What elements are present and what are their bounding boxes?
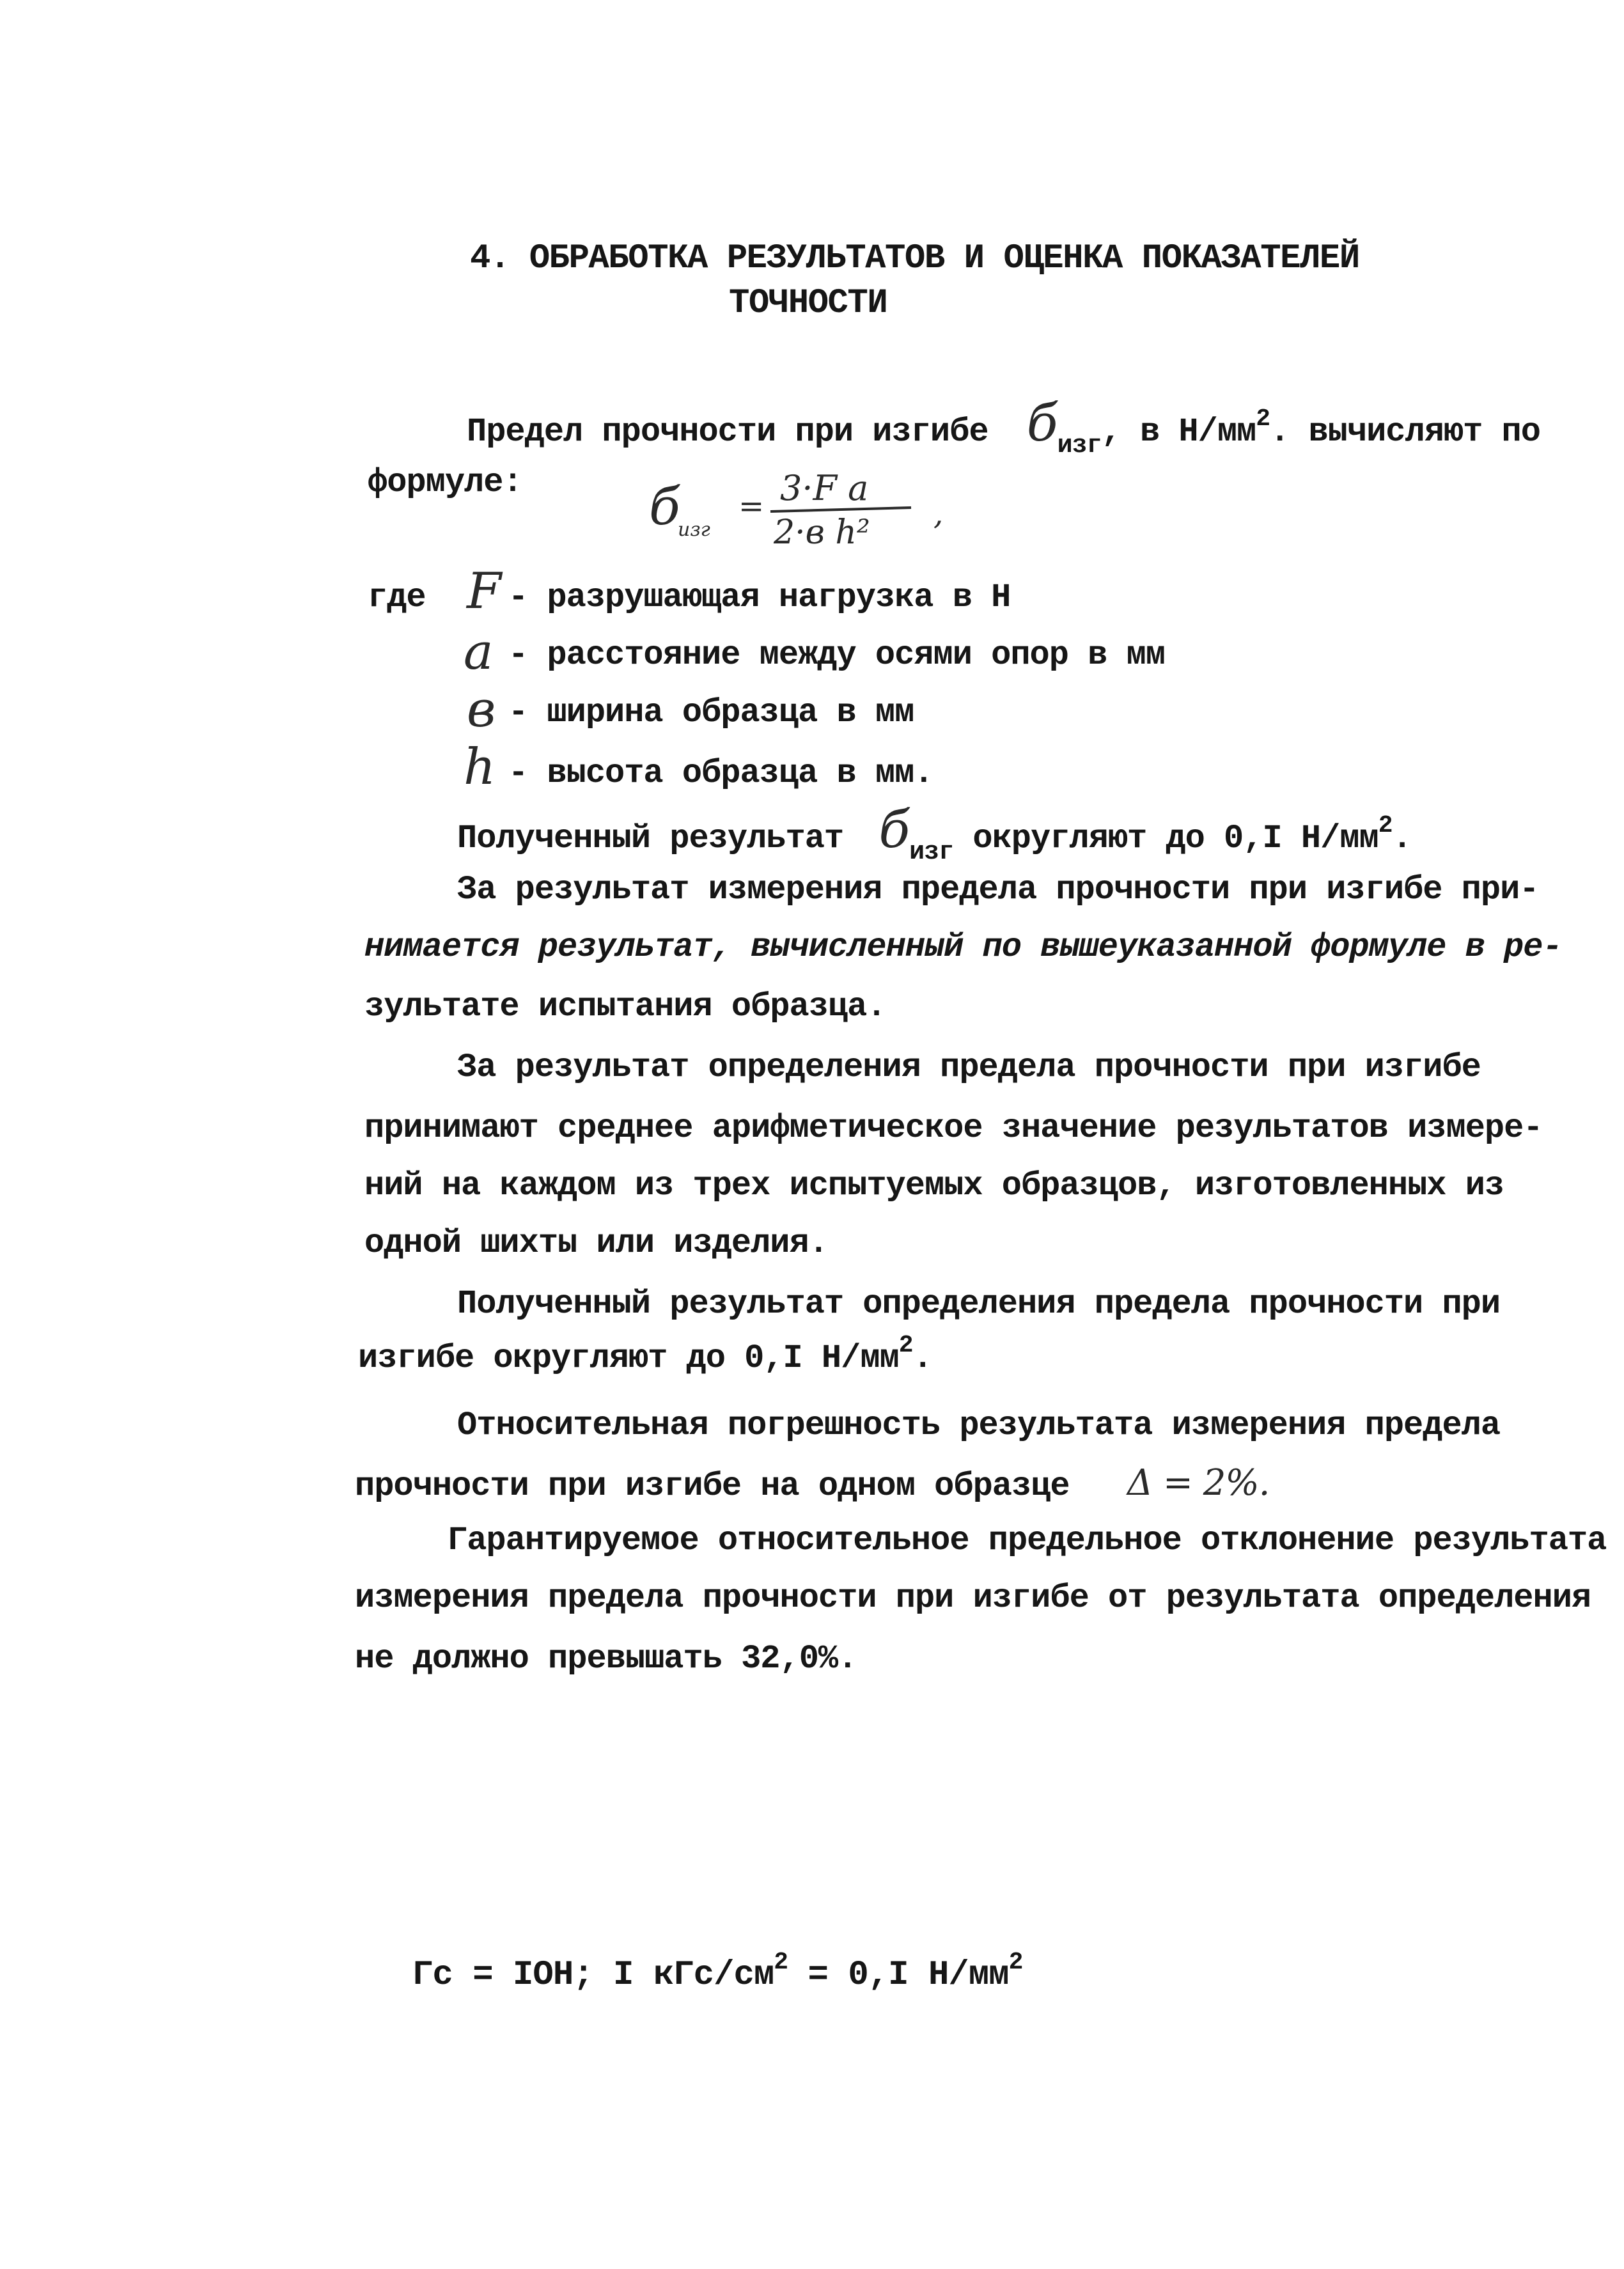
- obtained-result-line2: [358, 1332, 932, 1380]
- rounding-dot: .: [1392, 820, 1412, 857]
- formula-denominator: 2·в h²: [774, 513, 870, 550]
- guaranteed-deviation-line3: не должно превышать 32,0%.: [355, 1640, 857, 1678]
- footnote-text-mid: = 0,I Н/мм: [788, 1956, 1009, 1995]
- formula-left-symbol: б: [649, 477, 680, 536]
- formula-trailing: ,: [933, 496, 944, 532]
- definition-symbol-f: F: [467, 563, 502, 620]
- determination-result-line4: одной шихты или изделия.: [364, 1224, 828, 1262]
- rounding-sigma-subscript: изг: [909, 838, 954, 867]
- rounding-sigma-symbol: б: [878, 800, 910, 859]
- formula-left-sub: изг: [678, 519, 710, 541]
- determination-result-line2: принимают среднее арифметическое значение результатов измере-: [364, 1109, 1543, 1147]
- guaranteed-deviation-line1: Гарантируемое относительное предельное отклонение результата: [448, 1522, 1607, 1559]
- obtained-result-dot: .: [912, 1339, 932, 1377]
- intro-text-mid: , в Н/мм: [1101, 413, 1256, 451]
- formula-numerator: 3·F a: [780, 468, 869, 508]
- intro-text-end: . вычисляют по: [1270, 413, 1540, 451]
- rounding-superscript: 2: [1378, 812, 1393, 839]
- relative-error-delta: Δ = 2%.: [1127, 1462, 1270, 1504]
- obtained-result-text: изгибе округляют до 0,I Н/мм: [358, 1339, 899, 1377]
- definition-text-b: - ширина образца в мм: [508, 694, 914, 731]
- relative-error-line1: Относительная погрешность результата измерения предела: [457, 1407, 1501, 1444]
- determination-result-line1: За результат определения предела прочности при изгибе: [457, 1049, 1481, 1086]
- obtained-result-superscript: 2: [898, 1332, 913, 1359]
- footnote-text-start: Гс = IOH; I кГс/см: [412, 1956, 774, 1995]
- relative-error-line2: [355, 1464, 1269, 1506]
- relative-error-text: прочности при изгибе на одном образце: [355, 1467, 1070, 1505]
- definition-text-h: - высота образца в мм.: [508, 754, 933, 792]
- bending-strength-formula: [643, 460, 1001, 550]
- formula-equals: =: [738, 488, 765, 524]
- definition-symbol-b: в: [467, 681, 496, 738]
- measurement-result-line1: За результат измерения предела прочности при изгибе при-: [457, 871, 1539, 908]
- unit-conversion-footnote: [412, 1949, 1023, 1997]
- section-heading-line2: ТОЧНОСТИ: [729, 284, 887, 323]
- obtained-result-line1: Полученный результат определения предела прочности при: [457, 1285, 1501, 1323]
- intro-superscript: 2: [1256, 405, 1270, 433]
- section-heading-line1: 4. ОБРАБОТКА РЕЗУЛЬТАТОВ И ОЦЕНКА ПОКАЗАТЕЛЕЙ: [470, 239, 1359, 278]
- guaranteed-deviation-line2: измерения предела прочности при изгибе от результата определения: [355, 1579, 1591, 1617]
- definitions-where: где: [368, 579, 426, 616]
- footnote-superscript-a: 2: [774, 1949, 788, 1976]
- intro-line1: [467, 393, 1540, 460]
- measurement-result-line3: зультате испытания образца.: [364, 988, 886, 1025]
- intro-line2: формуле:: [368, 464, 522, 501]
- definition-text-a: - расстояние между осями опор в мм: [508, 636, 1165, 674]
- rounding-text-end: округляют до 0,I Н/мм: [972, 820, 1378, 857]
- footnote-superscript-b: 2: [1008, 1949, 1023, 1976]
- definition-symbol-h: h: [464, 738, 496, 796]
- sigma-symbol: б: [1026, 393, 1058, 453]
- rounding-text-start: Полученный результат: [457, 820, 844, 857]
- rounding-line: [457, 800, 1412, 867]
- definition-text-f: - разрушающая нагрузка в Н: [508, 579, 1011, 616]
- determination-result-line3: ний на каждом из трех испытуемых образцов, изготовленных из: [364, 1167, 1504, 1205]
- measurement-result-line2: нимается результат, вычисленный по вышеуказанной формуле в ре-: [364, 928, 1562, 966]
- intro-text-start: Предел прочности при изгибе: [467, 413, 988, 451]
- sigma-subscript: изг: [1057, 432, 1102, 460]
- definition-symbol-a: a: [464, 623, 494, 681]
